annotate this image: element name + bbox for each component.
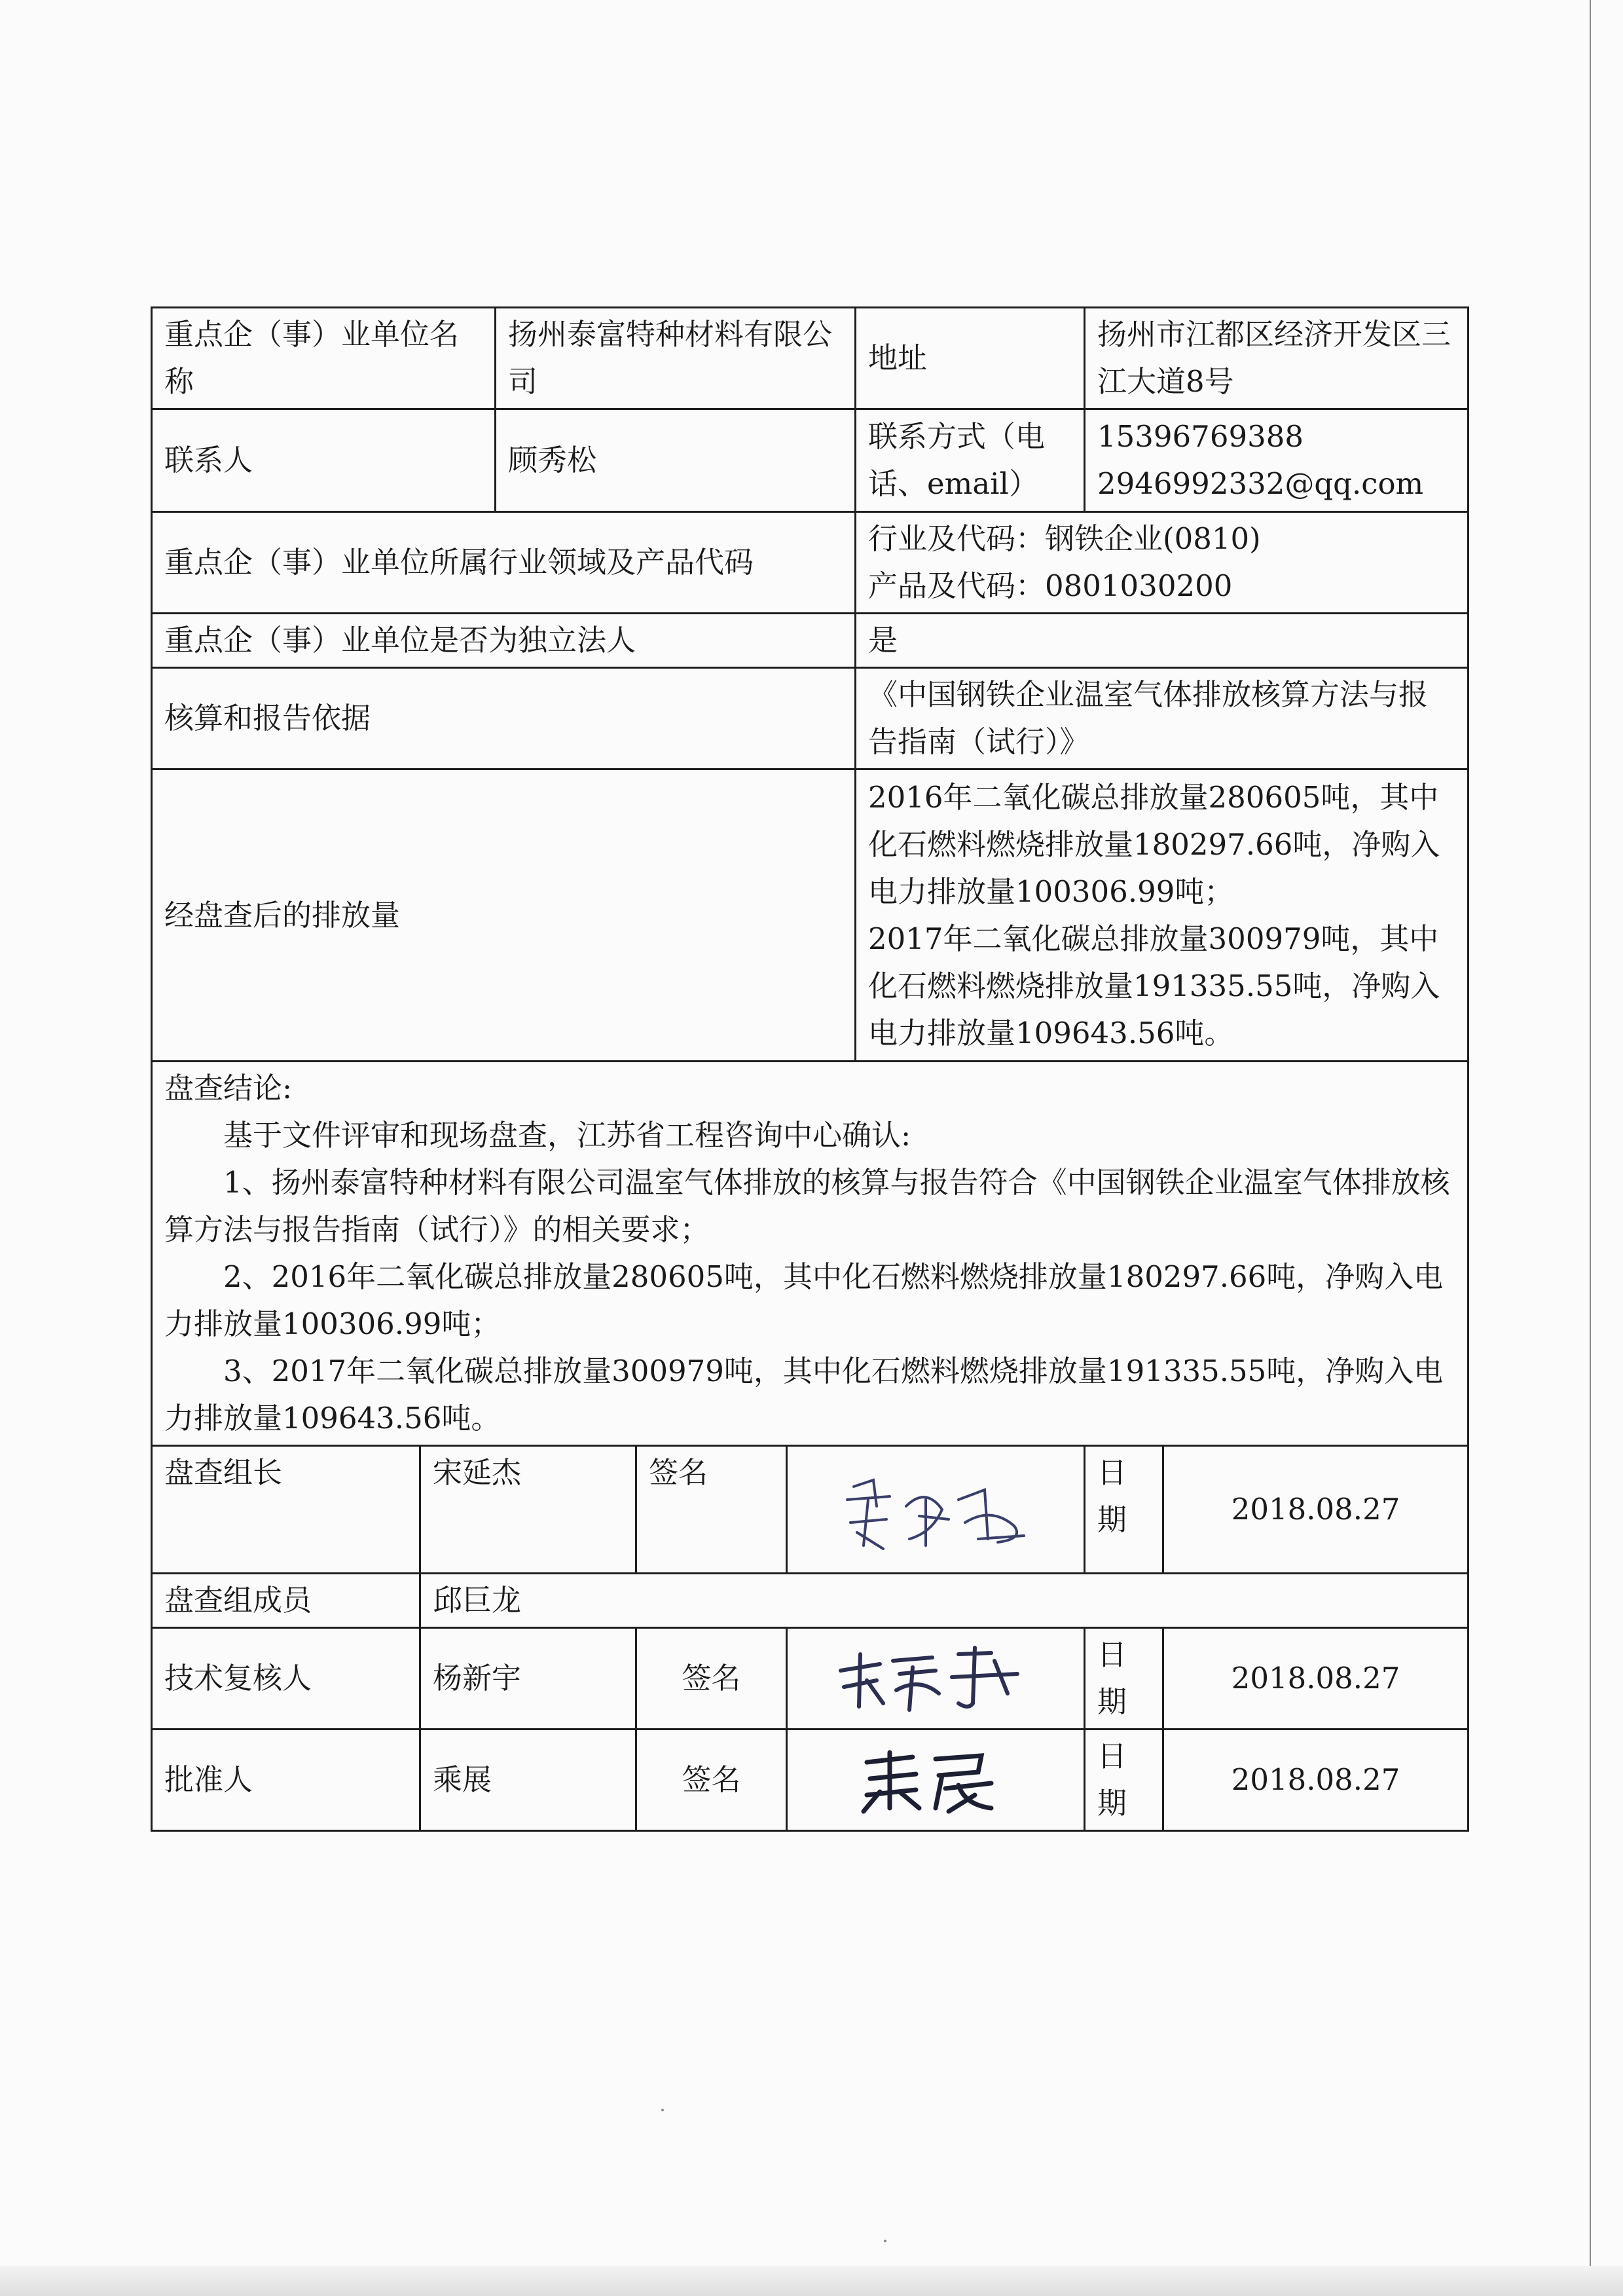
verification-table: [151, 306, 1469, 1832]
members-row: [152, 1574, 1468, 1628]
reviewer-value: 杨新宇: [420, 1628, 636, 1730]
basis-row: [152, 668, 1468, 769]
conclusion-row: [152, 1062, 1468, 1446]
conclusion-item-2: 2、2016年二氧化碳总排放量280605吨，其中化石燃料燃烧排放量180297.66吨，净购入电力排放量100306.99吨；: [164, 1259, 1444, 1341]
conclusion-title: 盘查结论:: [164, 1071, 293, 1105]
unit-name-value: 扬州泰富特种材料有限公司: [496, 308, 856, 409]
leader-date: 2018.08.27: [1163, 1446, 1468, 1574]
leader-signature: [787, 1446, 1085, 1574]
scan-edge-bottom: [0, 2266, 1623, 2296]
approver-date: 2018.08.27: [1163, 1730, 1468, 1831]
industry-row: [152, 512, 1468, 614]
approver-signature: [787, 1730, 1085, 1831]
legal-person-value: 是: [856, 614, 1468, 668]
contact-method-label: 联系方式（电话、email）: [856, 409, 1085, 512]
phone-number: 15396769388: [1097, 419, 1304, 454]
conclusion-cell: [152, 1062, 1468, 1446]
conclusion-item-1: 1、扬州泰富特种材料有限公司温室气体排放的核算与报告符合《中国钢铁企业温室气体排放核算方法与报告指南（试行）》的相关要求；: [164, 1165, 1450, 1247]
leader-signature-mark: [828, 1460, 1044, 1559]
legal-person-label: 重点企（事）业单位是否为独立法人: [152, 614, 856, 668]
emission-2016: 2016年二氧化碳总排放量280605吨，其中化石燃料燃烧排放量180297.66吨，净购入电力排放量100306.99吨；: [868, 779, 1440, 909]
emission-value: [856, 769, 1468, 1062]
reviewer-date-label: 日期: [1085, 1628, 1163, 1730]
address-value: 扬州市江都区经济开发区三江大道8号: [1085, 308, 1468, 409]
industry-code: 行业及代码：钢铁企业(0810): [868, 521, 1261, 556]
reviewer-label: 技术复核人: [152, 1628, 420, 1730]
leader-label: 盘查组长: [152, 1446, 420, 1574]
unit-name-row: [152, 308, 1468, 409]
reviewer-date: 2018.08.27: [1163, 1628, 1468, 1730]
leader-date-label: 日期: [1085, 1446, 1163, 1574]
approver-date-label: 日期: [1085, 1730, 1163, 1831]
scan-speck: [884, 2240, 886, 2242]
industry-value: [856, 512, 1468, 614]
approver-signature-mark: [850, 1743, 1021, 1818]
scan-edge-right: [1590, 0, 1591, 2296]
conclusion-item-3: 3、2017年二氧化碳总排放量300979吨，其中化石燃料燃烧排放量191335.55吨，净购入电力排放量109643.56吨。: [164, 1354, 1444, 1435]
leader-signature-label: 签名: [636, 1446, 787, 1574]
emission-2017: 2017年二氧化碳总排放量300979吨，其中化石燃料燃烧排放量191335.55吨，净购入电力排放量109643.56吨。: [868, 921, 1440, 1050]
contact-method-value: [1085, 409, 1468, 512]
approver-row: [152, 1730, 1468, 1831]
contact-value: 顾秀松: [496, 409, 856, 512]
approver-value: 乘展: [420, 1730, 636, 1831]
emission-label: 经盘查后的排放量: [152, 769, 856, 1062]
reviewer-signature: [787, 1628, 1085, 1730]
approver-signature-label: 签名: [636, 1730, 787, 1831]
reviewer-signature-label: 签名: [636, 1628, 787, 1730]
contact-row: [152, 409, 1468, 512]
legal-person-row: [152, 614, 1468, 668]
address-label: 地址: [856, 308, 1085, 409]
basis-label: 核算和报告依据: [152, 668, 856, 769]
leader-row: [152, 1446, 1468, 1574]
industry-label: 重点企（事）业单位所属行业领域及产品代码: [152, 512, 856, 614]
contact-label: 联系人: [152, 409, 496, 512]
conclusion-intro: 基于文件评审和现场盘查，江苏省工程咨询中心确认:: [223, 1118, 911, 1153]
reviewer-row: [152, 1628, 1468, 1730]
members-value: 邱巨龙: [420, 1574, 1468, 1628]
approver-label: 批准人: [152, 1730, 420, 1831]
product-code: 产品及代码：0801030200: [868, 568, 1233, 603]
basis-value: 《中国钢铁企业温室气体排放核算方法与报告指南（试行）》: [856, 668, 1468, 769]
emission-row: [152, 769, 1468, 1062]
unit-name-label: 重点企（事）业单位名称: [152, 308, 496, 409]
members-label: 盘查组成员: [152, 1574, 420, 1628]
reviewer-signature-mark: [828, 1641, 1044, 1716]
email-address: 2946992332@qq.com: [1097, 466, 1424, 501]
leader-value: 宋延杰: [420, 1446, 636, 1574]
scan-speck: [661, 2109, 664, 2111]
